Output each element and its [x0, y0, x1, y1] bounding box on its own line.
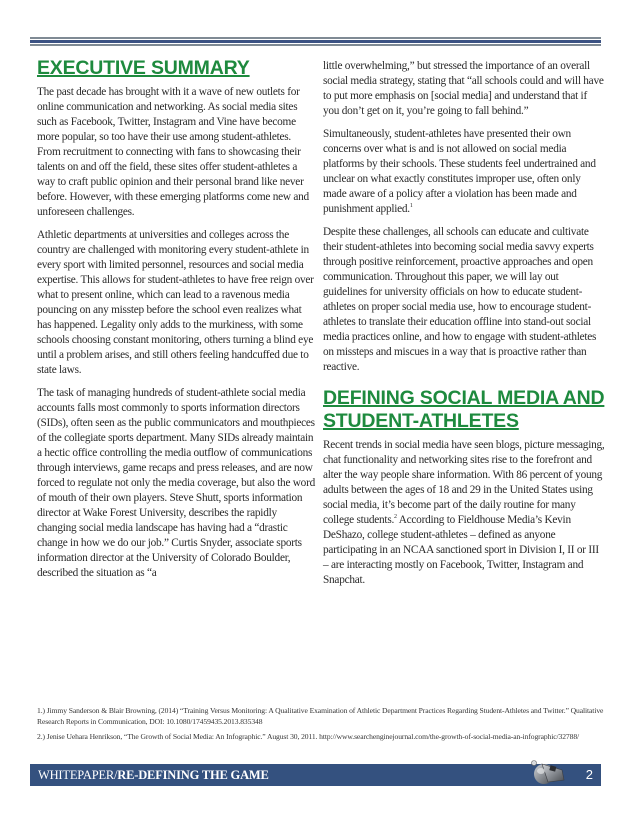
paragraph [323, 438, 605, 588]
paragraph: Athletic departments at universities and colleges across the country are challenged with monitoring every student-athlete in every sport with limited personnel, resources and social media expertise. This allows for student-athletes to have free reign over what to present online, which can lead to a ravenous media pouncing on any misstep before the school even realizes what has happened. Legality only adds to the murkiness, with some schools choosing constant monitoring, others turning a blind eye until a problem arises, and still others feeling handcuffed due to state laws. [37, 229, 314, 376]
left-column [37, 57, 315, 589]
footnote-2: 2.) Jenise Uehara Henrikson, “The Growth of Social Media: An Infographic.” August 30, 2011. http://www.searchenginejournal.com/the-growth-of-social-media-an-infographic/32788/ [37, 732, 580, 741]
paragraph: Despite these challenges, all schools can educate and cultivate their student-athletes into becoming social media savvy experts through positive reinforcement, proactive approaches and open communication. Throughout this paper, we will lay out guidelines for university officials on how to educate student-athletes on proper social media use, how to encourage student-athletes to translate their education offline into stand-out social media practices online, and how to engage with student-athletes on missteps and miscues in a way that is proactive rather than reactive. [323, 226, 597, 373]
footer-title-main: RE-DEFINING THE GAME [117, 768, 269, 782]
paragraph [323, 127, 605, 217]
footnote-1: 1.) Jimmy Sanderson & Blair Browning, (2014) “Training Versus Monitoring: A Qualitative Examination of Athletic Department Practices Regarding Student-Athletes and Twitter.” Qualitative Research Reports in Communication, DOI: 10.1080/17459435.2013.835348 [37, 706, 604, 726]
paragraph: The task of managing hundreds of student-athlete social media accounts falls most commonly to sports information directors (SIDs), often seen as the public communicators and mouthpieces of the collegiate sports department. Many SIDs already maintain a hectic office controlling the media outflow of communications through interviews, game recaps and press releases, and are now forced to regulate not only the media coverage, but also the word of mouth of their own players. Steve Shutt, sports information director at Wake Forest University, describes the rapidly changing social media landscape has having had a “drastic change in how we do our job.” Curtis Snyder, associate sports information director at the University of Colorado Boulder, described the situation as “a [37, 387, 315, 579]
footer-title-prefix: WHITEPAPER/ [38, 768, 118, 782]
header-rule-line-top [30, 37, 601, 39]
footnote-ref-1[interactable]: 1 [409, 203, 413, 210]
header-rule-line-middle [30, 40, 601, 43]
page-number: 2 [585, 767, 593, 782]
footnote-ref-2[interactable]: 2 [394, 514, 397, 521]
paragraph-text: Recent trends in social media have seen blogs, picture messaging, chat functionality and networking sites rise to the forefront and alter the way people share information. With 86 percent of young adults between the ages of 18 and 29 in the United States using social media, it’s become part of the daily routine for many college students. [323, 439, 605, 526]
defining-social-media-heading: DEFINING SOCIAL MEDIA AND STUDENT-ATHLETES [323, 387, 605, 432]
header-rule-line-bottom [30, 44, 601, 46]
whistle-icon [528, 754, 568, 788]
executive-summary-heading: EXECUTIVE SUMMARY [37, 57, 250, 79]
footnotes [37, 705, 617, 746]
paragraph: The past decade has brought with it a wave of new outlets for online communication and networking. As social media sites such as Facebook, Twitter, Instagram and Vine have become more popular, so too have their use among student-athletes. From recruitment to connecting with fans to showcasing their talents on and off the field, these sites offer student-athletes a way to craft public opinion and their personal brand like never before. However, with these emerging platforms come new and unforeseen challenges. [37, 86, 309, 218]
right-column [323, 59, 605, 596]
paragraph-text: According to Fieldhouse Media’s Kevin DeShazo, college student-athletes – defined as anyone participating in an NCAA sanctioned sport in Division I, II or III – are interacting mostly on Facebook, Twitter, Instagram and Snapchat. [323, 514, 599, 586]
header-rule [30, 37, 601, 47]
footer-bar [30, 764, 601, 786]
paragraph: little overwhelming,” but stressed the importance of an overall social media strategy, stating that “all schools could and will have to put more emphasis on [social media] and understand that if you don’t get on it, you’re going to fall behind.” [323, 60, 604, 117]
paragraph-text: Simultaneously, student-athletes have presented their own concerns over what is and is not allowed on social media platforms by their schools. These students feel undertrained and unclear on what exactly constitutes improper use, often only made aware of a policy after a violation has been made and punishment applied. [323, 128, 596, 215]
footer-title [38, 767, 269, 783]
